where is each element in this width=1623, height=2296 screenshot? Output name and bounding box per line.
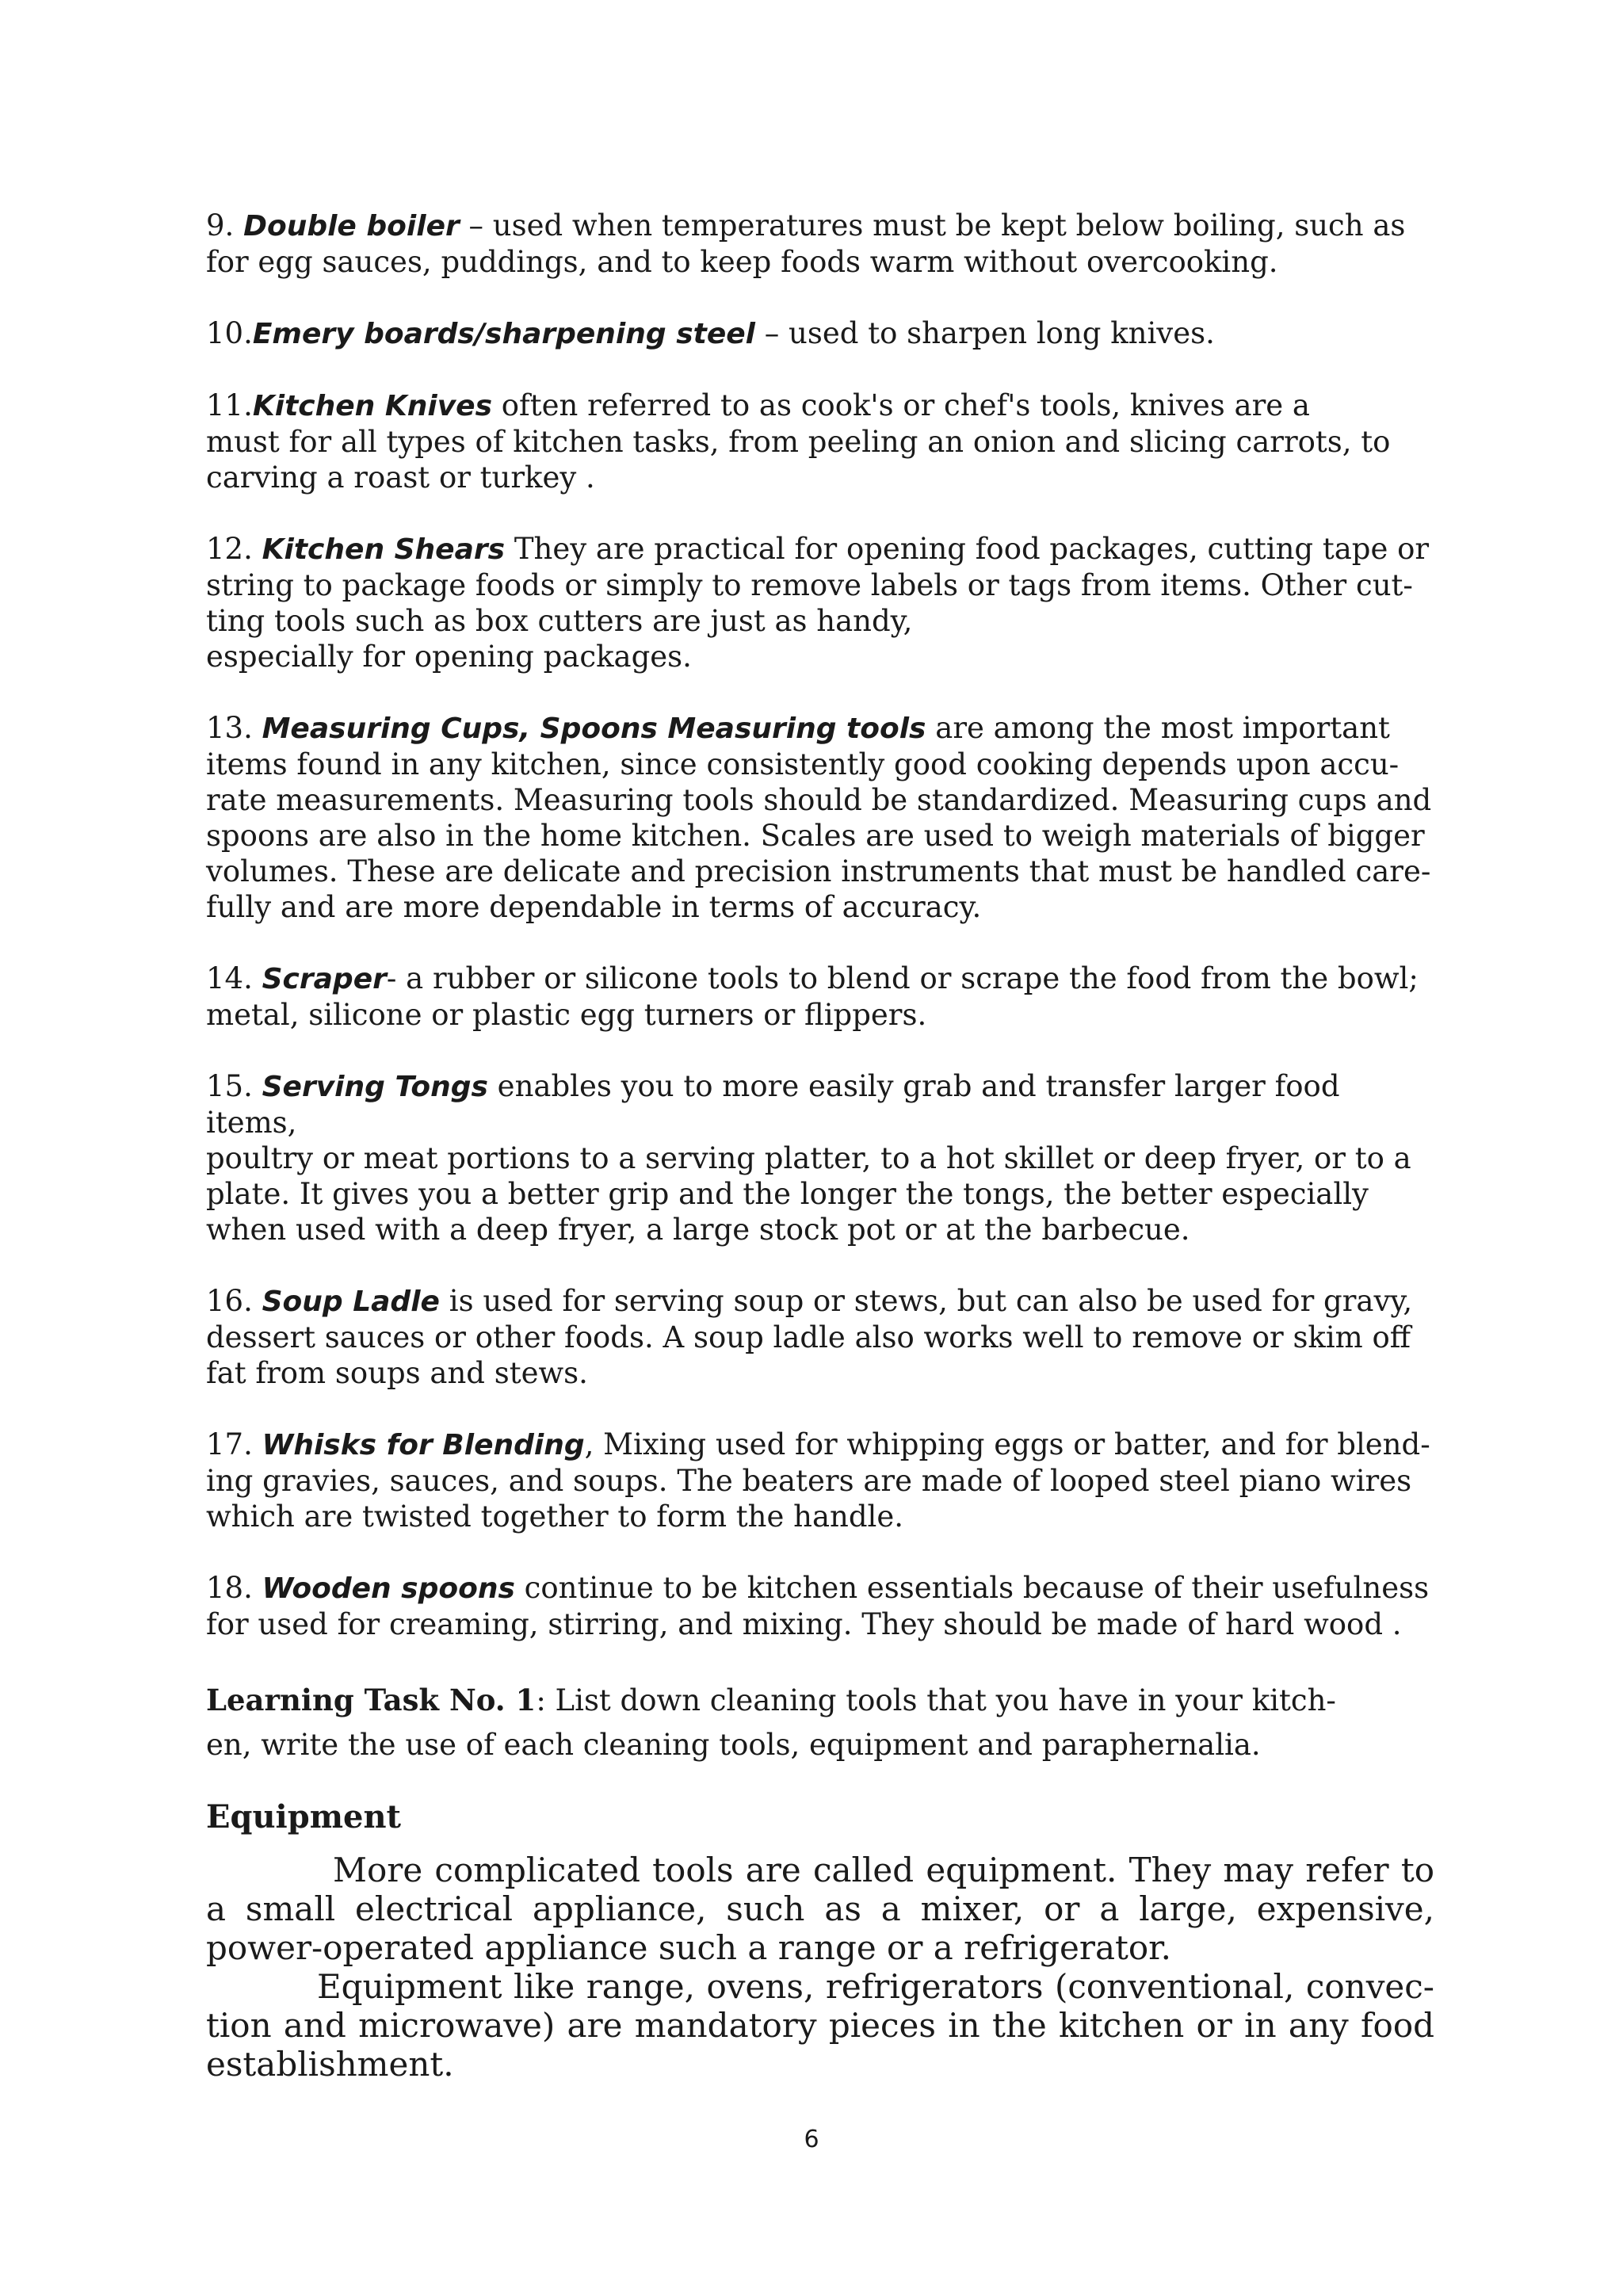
item-line: often referred to as cook's or chef's tools, knives are a bbox=[492, 388, 1310, 422]
item-line: ting tools such as box cutters are just as handy, bbox=[206, 604, 913, 638]
item-line: which are twisted together to form the handle. bbox=[206, 1499, 904, 1534]
item-line: – used when temperatures must be kept below boiling, such as bbox=[459, 208, 1406, 243]
item-line: items found in any kitchen, since consistently good cooking depends upon accu- bbox=[206, 747, 1400, 781]
item-line: for egg sauces, puddings, and to keep foods warm without overcooking. bbox=[206, 245, 1278, 279]
equipment-paragraph-2: Equipment like range, ovens, refrigerators (conventional, convec-tion and microwave) are mandatory pieces in the kitchen or in any food establishment. bbox=[206, 1967, 1434, 2084]
item-line: spoons are also in the home kitchen. Scales are used to weigh materials of bigger bbox=[206, 819, 1425, 853]
equipment-paragraph-1: More complicated tools are called equipment. They may refer to a small electrical appliance, such as a mixer, or a large, expensive, power-operated appliance such a range or a refrigerator. bbox=[206, 1851, 1434, 1967]
item-number: 12. bbox=[206, 532, 253, 566]
tool-item bbox=[206, 208, 1434, 280]
item-number: 18. bbox=[206, 1571, 253, 1605]
item-line: They are practical for opening food packages, cutting tape or bbox=[505, 532, 1430, 566]
item-number: 16. bbox=[206, 1284, 253, 1318]
item-line: dessert sauces or other foods. A soup ladle also works well to remove or skim off bbox=[206, 1320, 1411, 1354]
item-line: fat from soups and stews. bbox=[206, 1356, 588, 1390]
item-line: poultry or meat portions to a serving platter, to a hot skillet or deep fryer, or to a bbox=[206, 1141, 1411, 1175]
item-line: continue to be kitchen essentials because of their usefulness bbox=[514, 1571, 1430, 1605]
tool-list bbox=[206, 208, 1434, 1642]
item-number: 9. bbox=[206, 208, 235, 243]
tool-item-text bbox=[206, 961, 1434, 1033]
tool-item bbox=[206, 1570, 1434, 1642]
section-heading: Equipment bbox=[206, 1798, 402, 1836]
item-line: are among the most important bbox=[926, 711, 1390, 745]
item-line: when used with a deep fryer, a large stock pot or at the barbecue. bbox=[206, 1213, 1190, 1247]
tool-item-text bbox=[206, 1068, 1434, 1247]
tool-item bbox=[206, 1068, 1434, 1247]
item-line: string to package foods or simply to remove labels or tags from items. Other cut- bbox=[206, 568, 1413, 602]
tool-item-text bbox=[206, 315, 1434, 352]
item-term: Kitchen Shears bbox=[262, 533, 506, 566]
tool-item-text bbox=[206, 388, 1434, 495]
item-line: metal, silicone or plastic egg turners or flippers. bbox=[206, 998, 927, 1032]
page-number: 6 bbox=[804, 2126, 819, 2153]
tool-item-text bbox=[206, 531, 1434, 674]
item-line: volumes. These are delicate and precision instruments that must be handled care- bbox=[206, 854, 1431, 888]
tool-item bbox=[206, 710, 1434, 925]
tool-item bbox=[206, 315, 1434, 352]
item-term: Kitchen Knives bbox=[252, 390, 493, 422]
item-line: for used for creaming, stirring, and mixing. They should be made of hard wood . bbox=[206, 1607, 1402, 1641]
item-term: Wooden spoons bbox=[262, 1572, 515, 1605]
item-line: plate. It gives you a better grip and the longer the tongs, the better especially bbox=[206, 1177, 1369, 1211]
item-line: enables you to more easily grab and transfer larger food items, bbox=[206, 1069, 1340, 1140]
tool-item bbox=[206, 1283, 1434, 1391]
item-line: ing gravies, sauces, and soups. The beaters are made of looped steel piano wires bbox=[206, 1464, 1412, 1498]
tool-item bbox=[206, 961, 1434, 1033]
tool-item bbox=[206, 388, 1434, 495]
learning-task-line-1: : List down cleaning tools that you have in your kitch- bbox=[536, 1683, 1336, 1717]
tool-item bbox=[206, 1427, 1434, 1534]
learning-task-line-2: en, write the use of each cleaning tools, equipment and paraphernalia. bbox=[206, 1728, 1261, 1762]
learning-task-label: Learning Task No. 1 bbox=[206, 1683, 537, 1717]
item-line: must for all types of kitchen tasks, from peeling an onion and slicing carrots, to bbox=[206, 425, 1391, 459]
tool-item-text bbox=[206, 1427, 1434, 1534]
tool-item-text bbox=[206, 1570, 1434, 1642]
tool-item bbox=[206, 531, 1434, 674]
item-number: 10. bbox=[206, 316, 253, 350]
item-term: Soup Ladle bbox=[262, 1286, 440, 1318]
item-term: Double boiler bbox=[243, 210, 460, 243]
item-line: - a rubber or silicone tools to blend or scrape the food from the bowl; bbox=[386, 961, 1419, 995]
item-line: fully and are more dependable in terms of accuracy. bbox=[206, 890, 982, 924]
item-term: Emery boards/sharpening steel bbox=[252, 318, 756, 350]
item-term: Serving Tongs bbox=[262, 1071, 488, 1103]
tool-item-text bbox=[206, 710, 1434, 925]
item-term: Whisks for Blending bbox=[262, 1429, 585, 1461]
item-term: Scraper bbox=[262, 963, 387, 995]
item-number: 15. bbox=[206, 1069, 253, 1103]
learning-task bbox=[206, 1678, 1434, 1767]
item-line: carving a roast or turkey . bbox=[206, 460, 595, 495]
item-line: – used to sharpen long knives. bbox=[755, 316, 1215, 350]
item-number: 14. bbox=[206, 961, 253, 995]
item-line: is used for serving soup or stews, but can also be used for gravy, bbox=[439, 1284, 1413, 1318]
item-term: Measuring Cups, Spoons Measuring tools bbox=[262, 712, 926, 745]
item-number: 11. bbox=[206, 388, 253, 422]
tool-item-text bbox=[206, 208, 1434, 280]
item-line: , Mixing used for whipping eggs or batter, and for blend- bbox=[584, 1427, 1430, 1461]
item-number: 17. bbox=[206, 1427, 253, 1461]
item-number: 13. bbox=[206, 711, 253, 745]
tool-item-text bbox=[206, 1283, 1434, 1391]
item-line: especially for opening packages. bbox=[206, 640, 692, 674]
item-line: rate measurements. Measuring tools should be standardized. Measuring cups and bbox=[206, 783, 1432, 817]
page-content bbox=[206, 208, 1434, 2084]
